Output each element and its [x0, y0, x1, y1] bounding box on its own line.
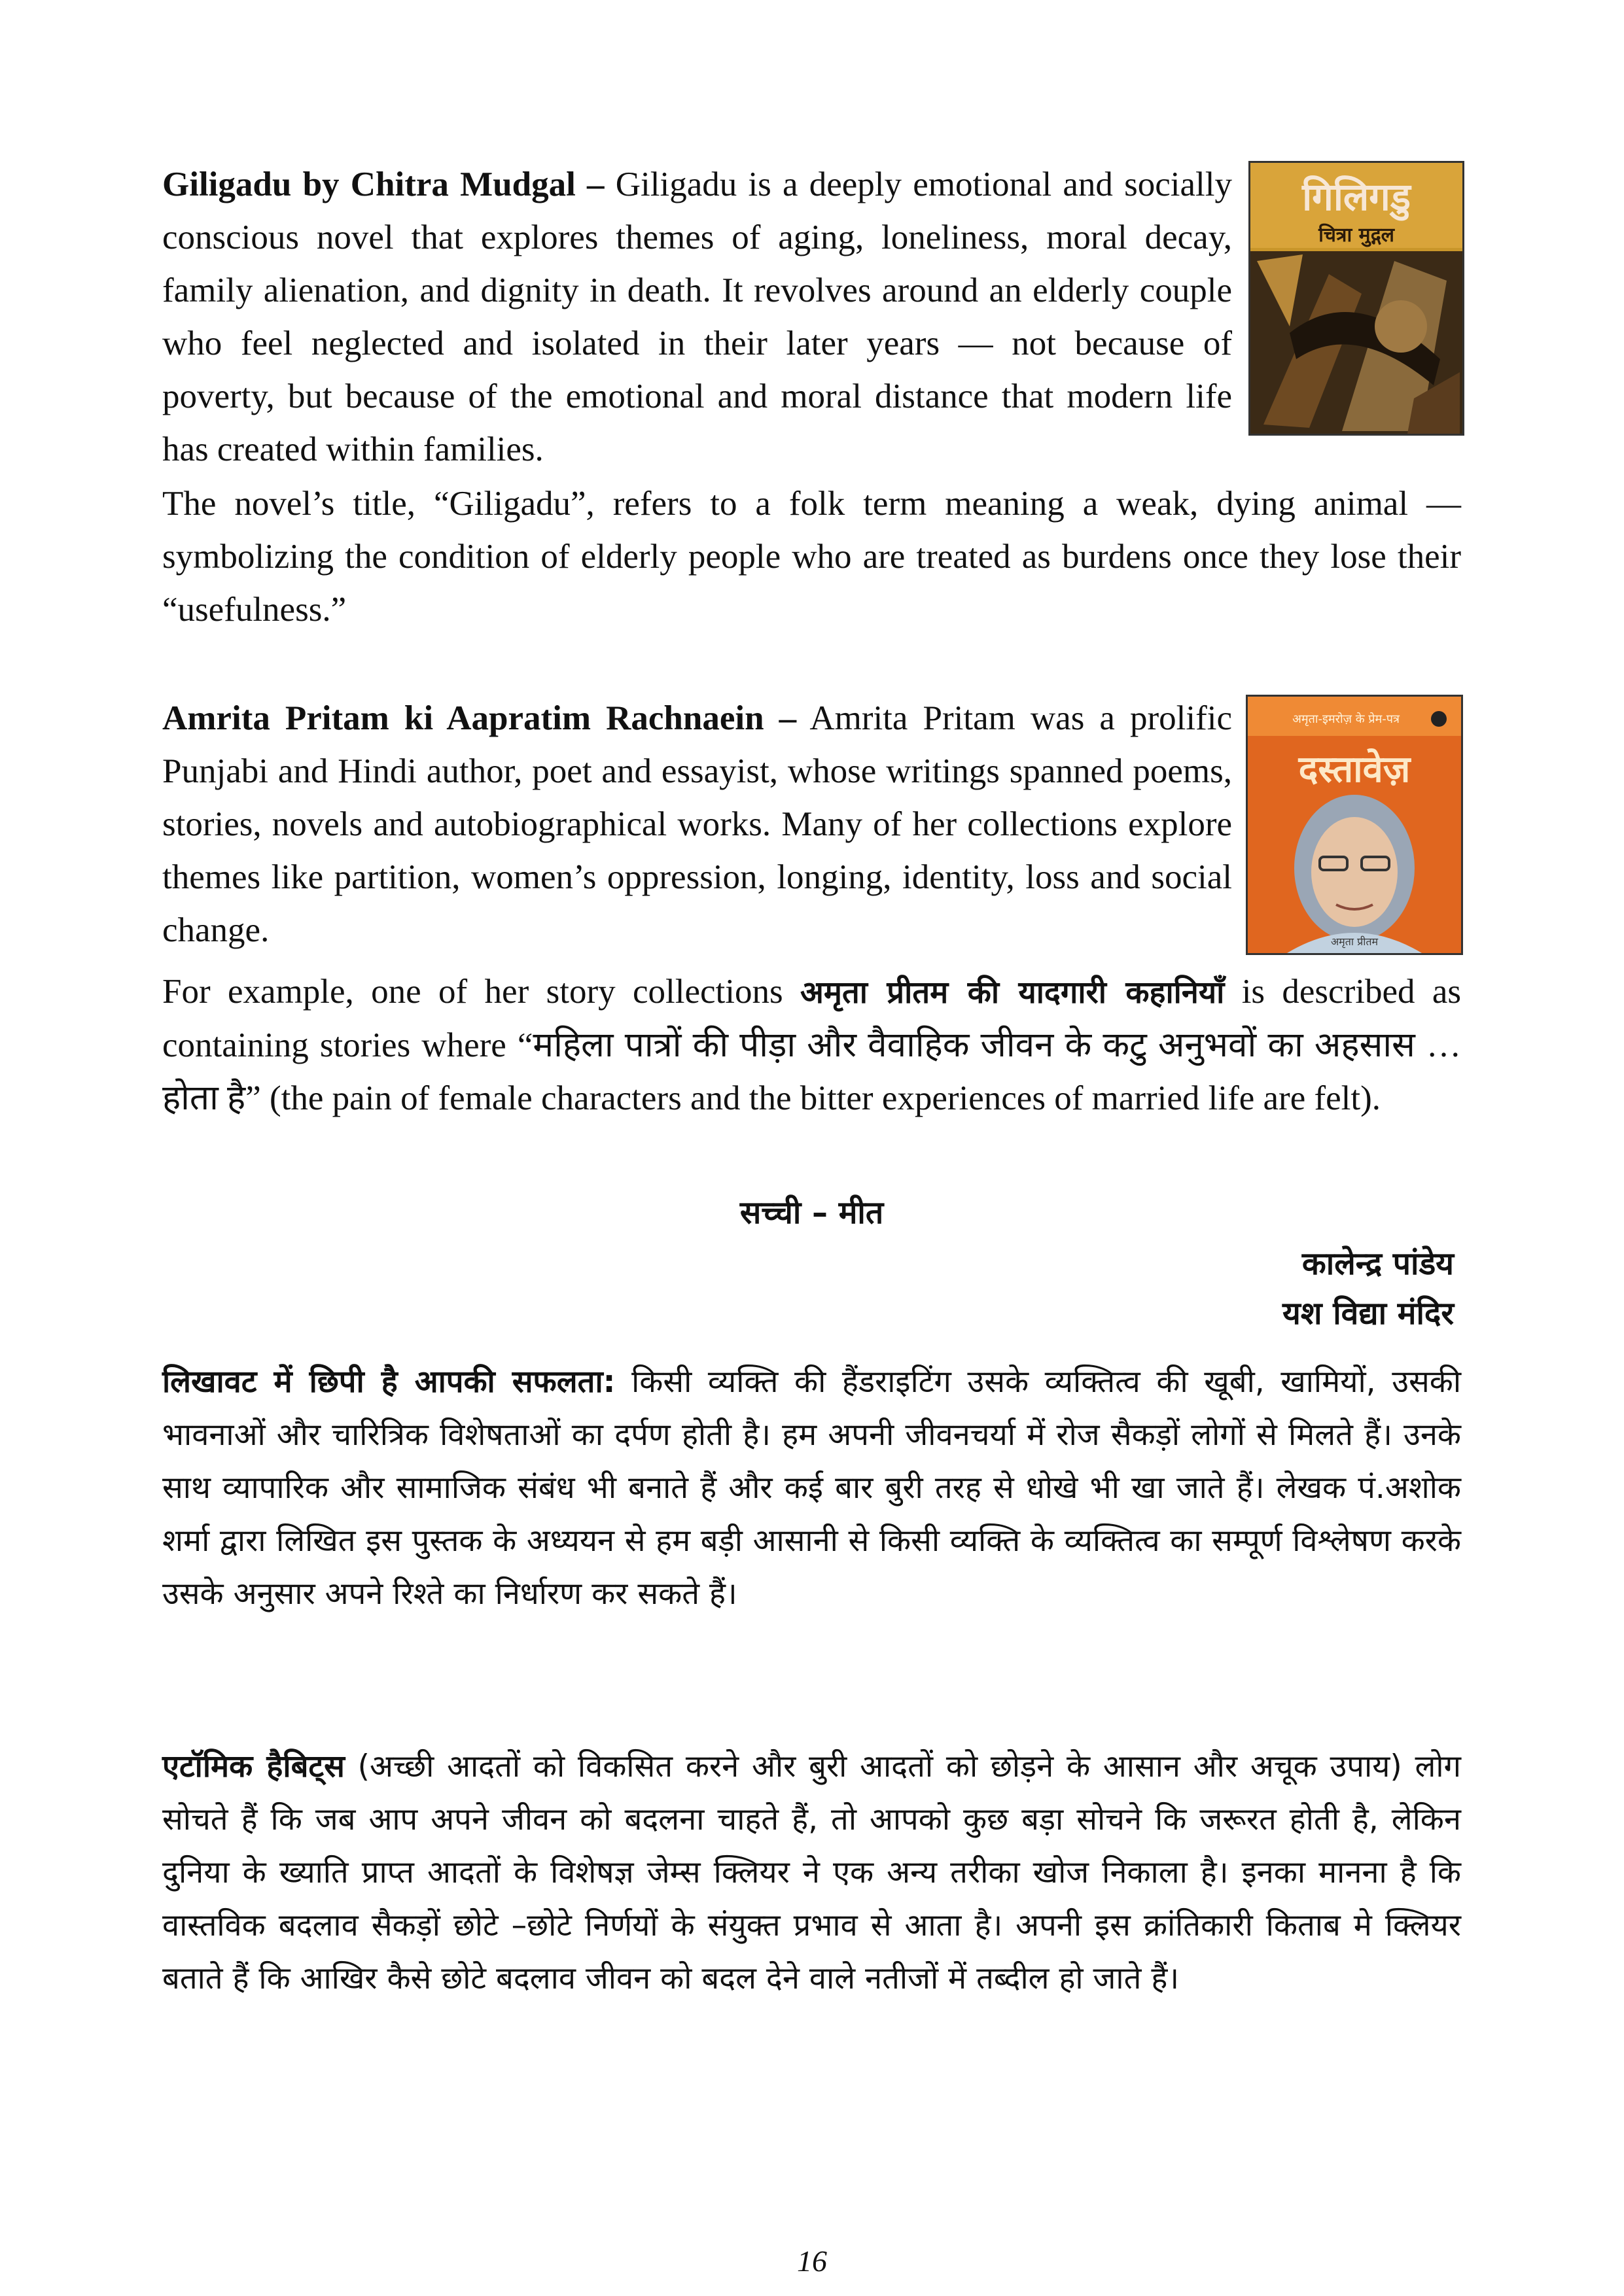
giligadu-book-cover [1248, 161, 1464, 436]
amrita-cover-top: अमृता-इमरोज़ के प्रेम-पत्र [1292, 712, 1400, 726]
poem-author: कालेन्द्र पांडेय [1301, 1245, 1454, 1282]
giligadu-cover-author: चित्रा मुद्गल [1318, 224, 1394, 247]
amrita-paragraph [162, 692, 1232, 957]
amrita-heading: Amrita Pritam ki Aapratim Rachnaein – [162, 699, 797, 737]
amrita-section [162, 692, 1232, 957]
giligadu-cover-title: गिलिगडु [1302, 175, 1411, 219]
amrita-cover-author: अमृता प्रीतम [1330, 935, 1379, 948]
giligadu-heading: Giligadu by Chitra Mudgal – [162, 165, 605, 203]
amrita-cover-title: दस्तावेज़ [1298, 748, 1411, 791]
poem-title: सच्ची – मीत [739, 1194, 884, 1231]
giligadu-section [162, 158, 1232, 476]
handwriting-body: किसी व्यक्ति की हैंडराइटिंग उसके व्यक्तित्व की खूबी, खामियों, उसकी भावनाओं और चारित्रिक विशेषताओं का दर्पण होती है। हम अपनी जीवनचर्या में रोज सैकड़ों लोगों से मिलते हैं। उनके साथ व्यापारिक और सामाजिक संबंध भी बनाते हैं और कई बार बुरी तरह से धोखे भी खा जाते हैं। लेखक पं.अशोक शर्मा द्वारा लिखित इस पुस्तक के अध्ययन से हम बड़ी आसानी से किसी व्यक्ति के व्यक्तित्व का सम्पूर्ण विश्लेषण करके उसके अनुसार अपने रिश्ते का निर्धारण कर सकते हैं। [162, 1364, 1462, 1612]
amrita-example-lead: For example, one of her story collections [162, 973, 783, 1011]
handwriting-heading: लिखावट में छिपी है आपकी सफलता: [162, 1364, 616, 1400]
amrita-example-rest: is described as containing stories where “महिला पात्रों की पीड़ा और वैवाहिक जीवन के कटु अनुभवों का अहसास … होता है” (the pain of female characters and the bitter experiences of married life are felt). [162, 973, 1462, 1117]
giligadu-body: Giligadu is a deeply emotional and socially conscious novel that explores themes of aging, loneliness, moral decay, family alienation, and dignity in death. It revolves around an elderly couple who feel neglected and isolated in their later years — not because of poverty, but because of the emotional and moral distance that modern life has created within families. [162, 165, 1232, 468]
amrita-collection-title: अमृता प्रीतम की यादगारी कहानियाँ [800, 975, 1225, 1011]
amrita-body: Amrita Pritam was a prolific Punjabi and Hindi author, poet and essayist, whose writings spanned poems, stories, novels and autobiographical works. Many of her collections explore themes like partition, women’s oppression, longing, identity, loss and social change. [162, 699, 1232, 949]
atomic-habits-paragraph [162, 1740, 1461, 2005]
handwriting-paragraph [162, 1355, 1461, 1620]
giligadu-cover-art [1250, 163, 1462, 434]
giligadu-title-text: The novel’s title, “Giligadu”, refers to a folk term meaning a weak, dying animal — symbolizing the condition of elderly people who are treated as burdens once they lose their “usefulness.” [162, 485, 1461, 629]
atomic-habits-body: (अच्छी आदतों को विकसित करने और बुरी आदतों को छोड़ने के आसान और अचूक उपाय) लोग सोचते हैं कि जब आप अपने जीवन को बदलना चाहते हैं, तो आपको कुछ बड़ा सोचने कि जरूरत होती है, लेकिन दुनिया के ख्याति प्राप्त आदतों के विशेषज्ञ जेम्स क्लियर ने एक अन्य तरीका खोज निकाला है। इनका मानना है कि वास्तविक बदलाव सैकड़ों छोटे –छोटे निर्णयों के संयुक्त प्रभाव से आता है। अपनी इस क्रांतिकारी किताब मे क्लियर बताते हैं कि आखिर कैसे छोटे बदलाव जीवन को बदल देने वाले नतीजों में तब्दील हो जाते हैं। [162, 1748, 1461, 1996]
poem-school: यश विद्या मंदिर [1282, 1295, 1454, 1332]
amrita-example-text [162, 965, 1461, 1125]
giligadu-paragraph [162, 158, 1232, 476]
atomic-habits-heading: एटॉमिक हैबिट्स [162, 1748, 345, 1784]
handwriting-section [162, 1355, 1461, 1620]
amrita-cover-art [1248, 697, 1461, 953]
atomic-habits-section [162, 1740, 1461, 2005]
page-number: 16 [797, 2244, 827, 2278]
amrita-book-cover [1246, 695, 1463, 955]
amrita-example-paragraph [162, 965, 1461, 1125]
giligadu-title-paragraph [162, 478, 1461, 636]
